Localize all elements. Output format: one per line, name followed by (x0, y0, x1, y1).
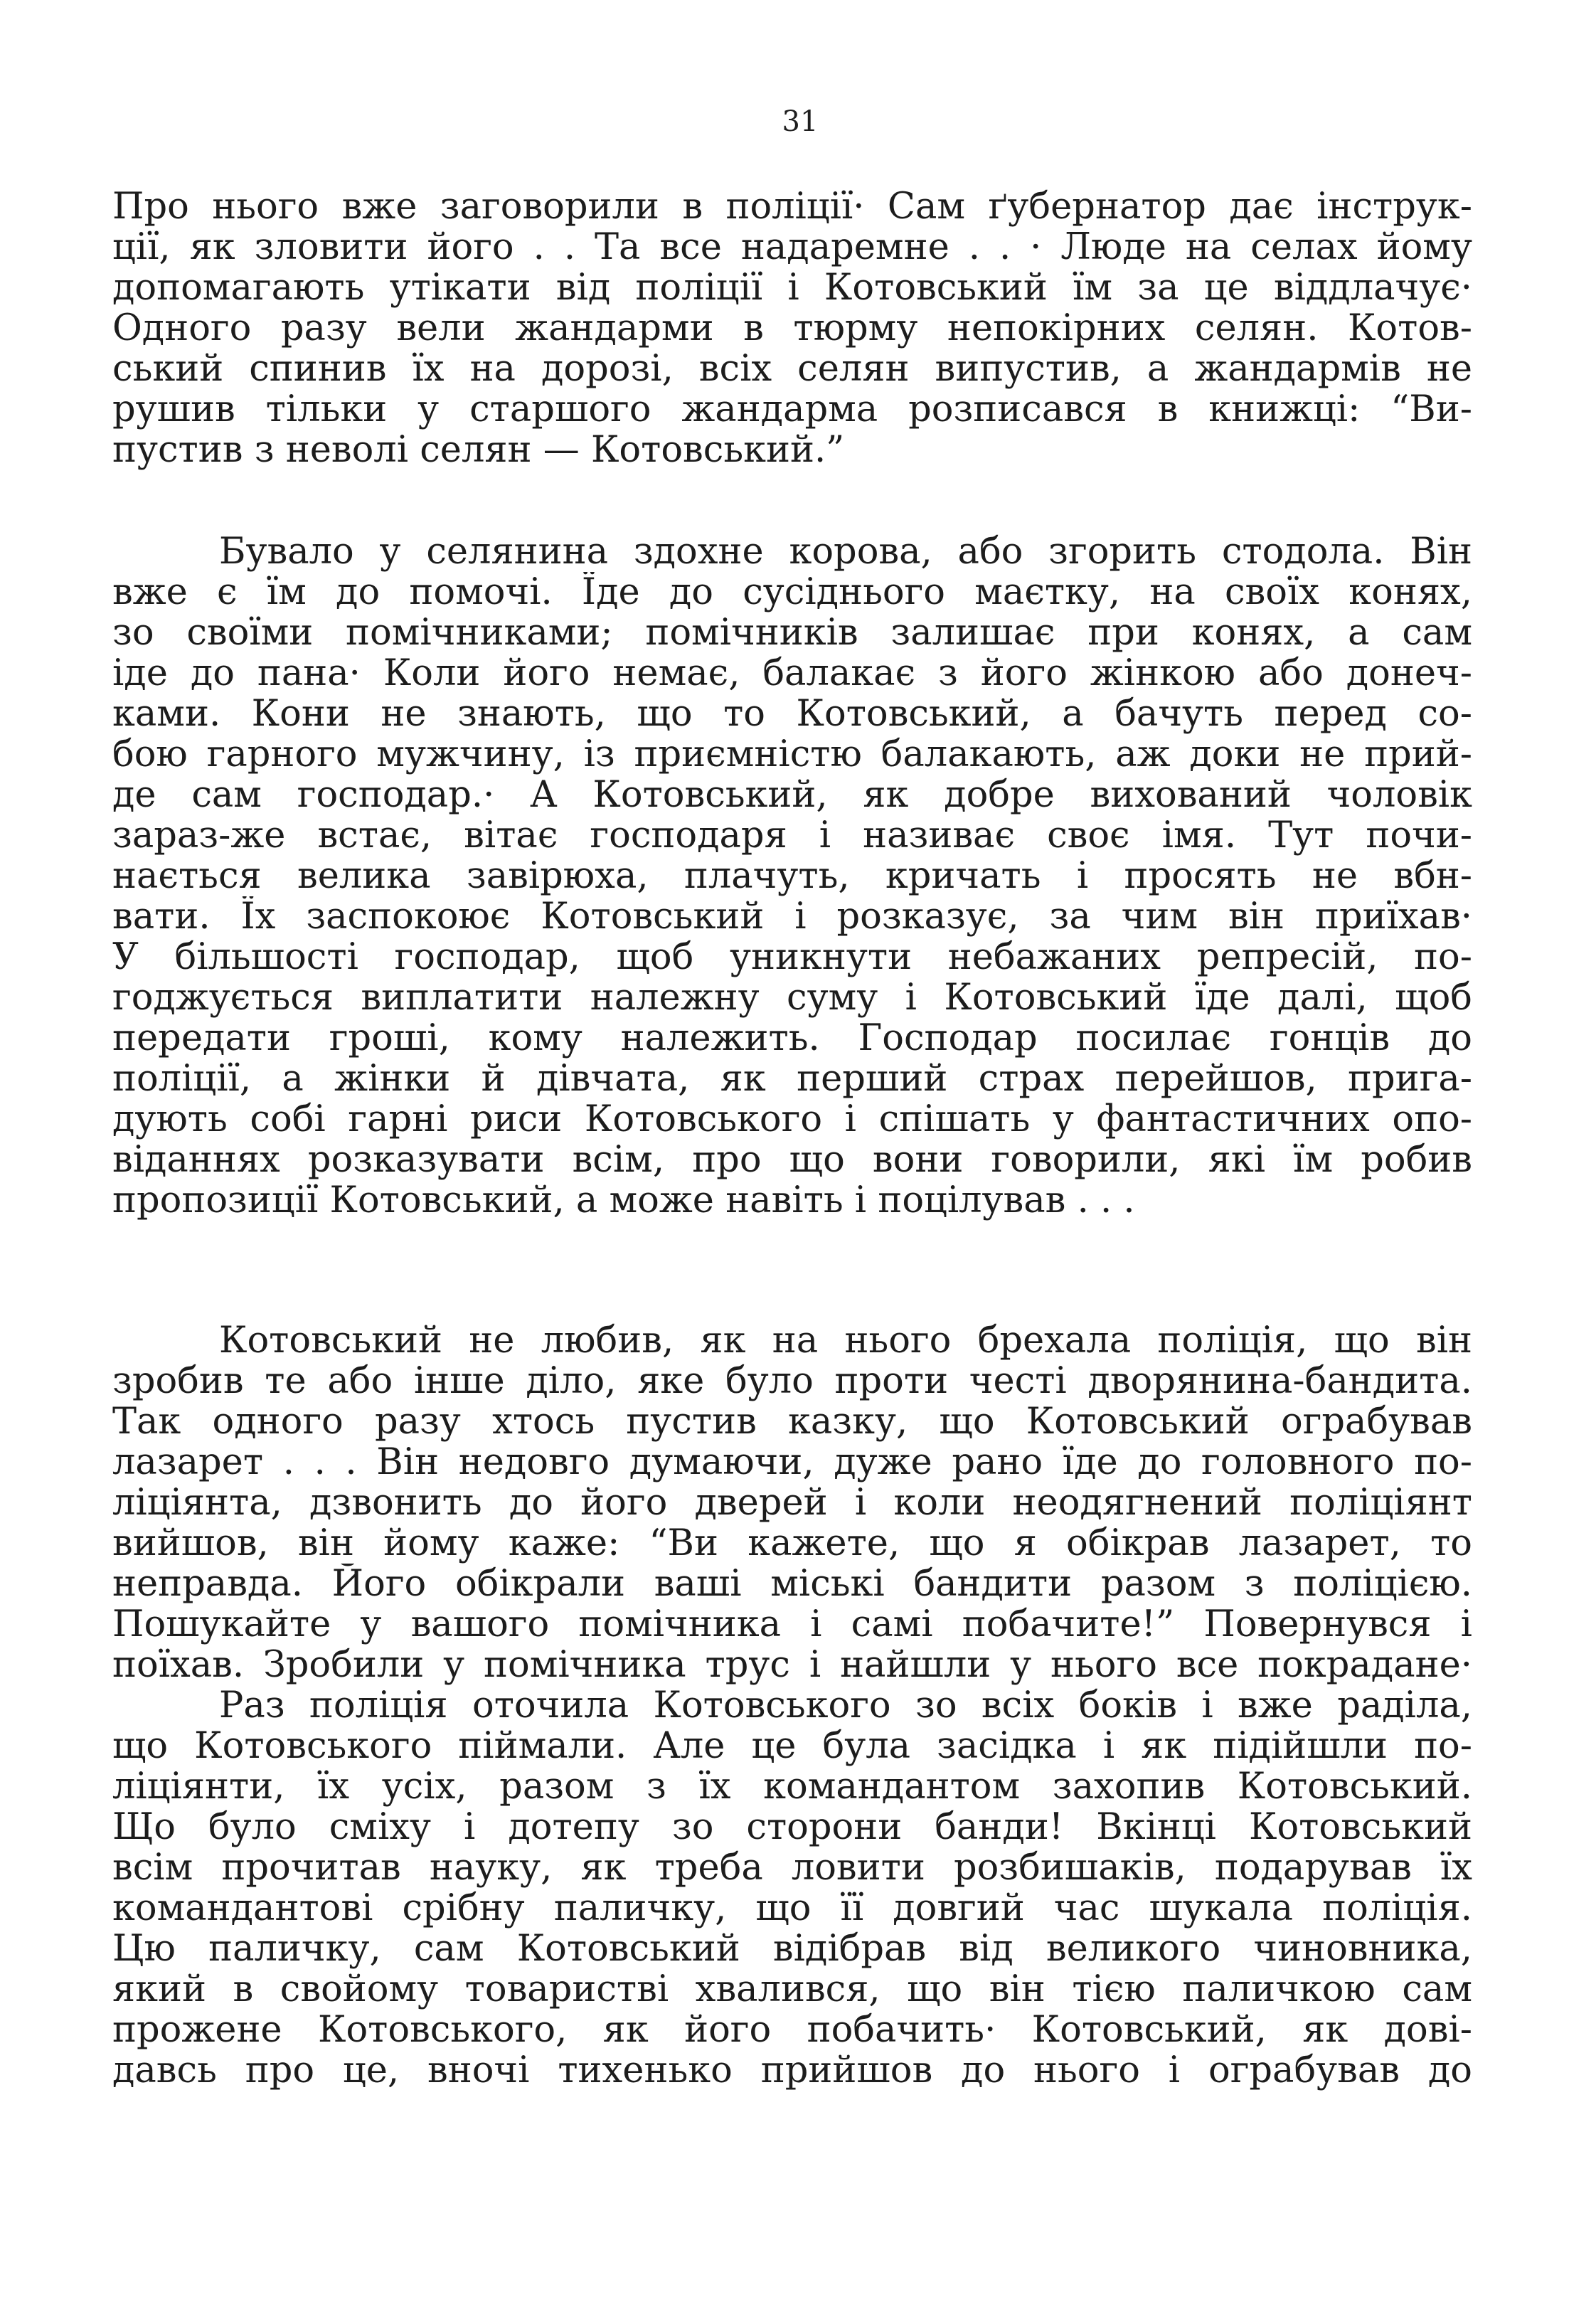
text-line: Раз поліція оточила Котовського зо всіх боків і вже раділа, (219, 1685, 1472, 1726)
text-line: поліції, а жінки й дівчата, як перший страх перейшов, прига- (112, 1059, 1472, 1099)
text-line: вийшов, він йому каже: “Ви кажете, що я обікрав лазарет, то (112, 1523, 1472, 1564)
text-line: пропозиції Котовський, а може навіть і поцілував . . . (112, 1180, 1135, 1221)
text-line: командантові срібну паличку, що її довгий час шукала поліція. (112, 1888, 1472, 1929)
paragraph-1 (112, 186, 1472, 470)
text-line: бою гарного мужчину, із приємністю балакають, аж доки не прий- (112, 734, 1472, 775)
text-line: вже є їм до помочі. Їде до сусіднього маєтку, на своїх конях, (112, 572, 1472, 612)
text-line: дують собі гарні риси Котовського і спішать у фантастичних опо- (112, 1099, 1472, 1140)
text-line: Бувало у селянина здохне корова, або згорить стодола. Він (219, 531, 1472, 572)
text-line: ський спинив їх на дорозі, всіх селян випустив, а жандармів не (112, 349, 1472, 389)
text-line: всім прочитав науку, як треба ловити розбишаків, подарував їх (112, 1847, 1472, 1888)
text-line: нається велика завірюха, плачуть, кричать і просять не вбн- (112, 856, 1472, 896)
text-line: іде до пана· Коли його немає, балакає з його жінкою або донеч- (112, 653, 1472, 694)
text-line: ліціянта, дзвонить до його дверей і коли неодягнений поліціянт (112, 1482, 1472, 1523)
text-line: допомагають утікати від поліції і Котовський їм за це віддлачує· (112, 267, 1472, 308)
text-line: передати гроші, кому належить. Господар посилає гонців до (112, 1018, 1472, 1059)
paragraph-3 (112, 1320, 1472, 2091)
text-line: Котовський не любив, як на нього брехала поліція, що він (219, 1320, 1472, 1361)
text-line: ками. Кони не знають, що то Котовський, а бачуть перед со- (112, 694, 1472, 734)
text-line: Так одного разу хтось пустив казку, що Котовський ограбував (112, 1401, 1472, 1442)
text-line: зо своїми помічниками; помічників залишає при конях, а сам (112, 612, 1472, 653)
text-line: зробив те або інше діло, яке було проти честі дворянина-бандита. (112, 1361, 1472, 1401)
text-line: пустив з неволі селян — Котовський.” (112, 430, 845, 470)
text-line: давсь про це, вночі тихенько прийшов до нього і ограбував до (112, 2050, 1472, 2091)
text-line: що Котовського піймали. Але це була засідка і як підійшли по- (112, 1726, 1472, 1766)
text-line: неправда. Його обікрали ваші міські бандити разом з поліцією. (112, 1564, 1472, 1604)
text-line: вати. Їх заспокоює Котовський і розказує, за чим він приїхав· (112, 896, 1472, 937)
text-line: Пошукайте у вашого помічника і самі побачите!” Повернувся і (112, 1604, 1472, 1645)
text-line: поїхав. Зробили у помічника трус і найшли у нього все покрадане· (112, 1645, 1472, 1685)
text-line: ліціянти, їх усіх, разом з їх командантом захопив Котовський. (112, 1766, 1472, 1807)
text-line: Про нього вже заговорили в поліції· Сам ґубернатор дає інструк- (112, 186, 1472, 227)
text-line: який в свойому товаристві хвалився, що він тією паличкою сам (112, 1969, 1472, 2010)
text-line: годжується виплатити належну суму і Котовський їде далі, щоб (112, 977, 1472, 1018)
text-line: лазарет . . . Він недовго думаючи, дуже рано їде до головного по- (112, 1442, 1472, 1482)
text-line: рушив тільки у старшого жандарма розписався в книжці: “Ви- (112, 389, 1472, 430)
text-line: прожене Котовського, як його побачить· Котовський, як дові- (112, 2010, 1472, 2050)
paragraph-2 (112, 531, 1472, 1221)
text-line: Цю паличку, сам Котовський відібрав від великого чиновника, (112, 1929, 1472, 1969)
text-line: зараз-же встає, вітає господаря і називає своє імя. Тут почи- (112, 815, 1472, 856)
text-line: ції, як зловити його . . Та все надаремне . . · Люде на селах йому (112, 227, 1472, 267)
text-line: Що було сміху і дотепу зо сторони банди! Вкінці Котовський (112, 1807, 1472, 1847)
text-line: віданнях розказувати всім, про що вони говорили, які їм робив (112, 1140, 1472, 1180)
text-line: У більшості господар, щоб уникнути небажаних репресій, по- (112, 937, 1472, 977)
text-line: Одного разу вели жандарми в тюрму непокірних селян. Котов- (112, 308, 1472, 349)
page-number: 31 (782, 105, 819, 138)
text-line: де сам господар.· А Котовський, як добре вихований чоловік (112, 775, 1472, 815)
